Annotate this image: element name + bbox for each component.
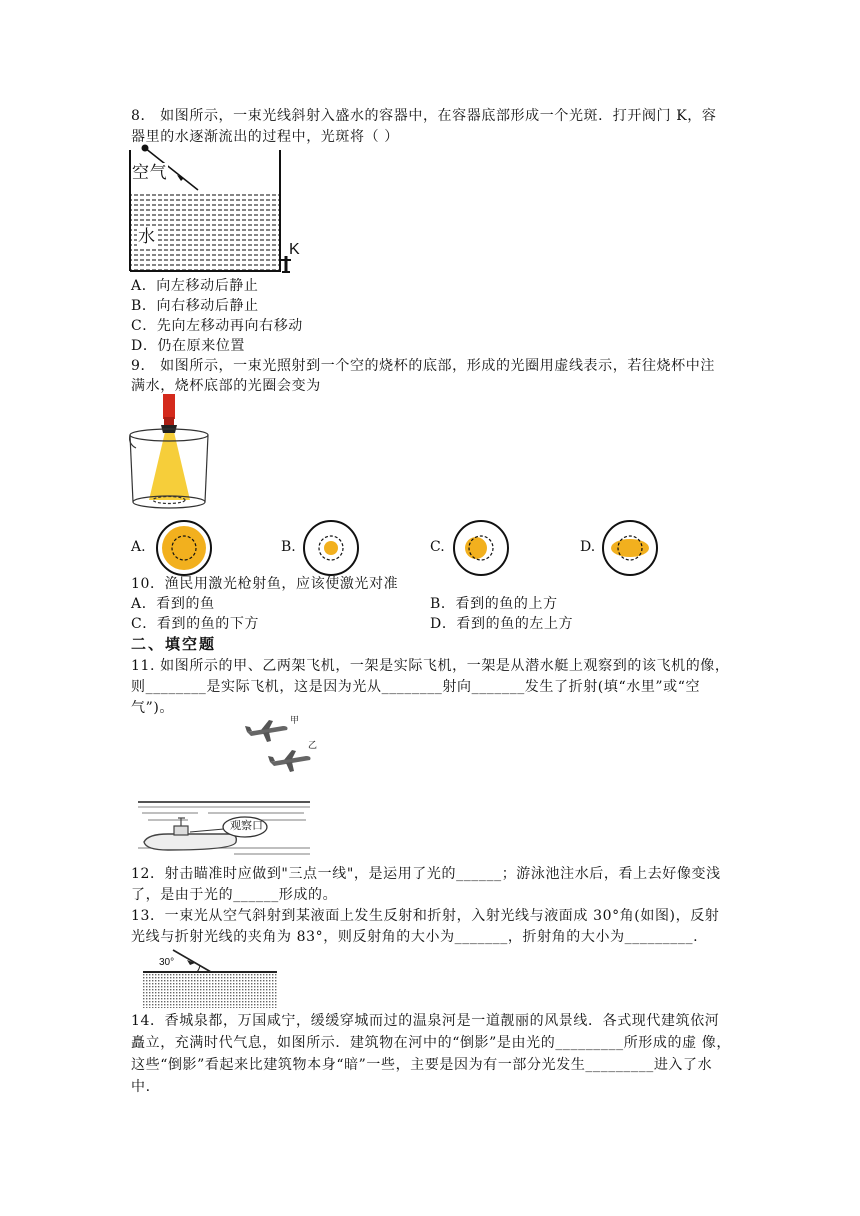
q9-beaker-figure [128, 392, 210, 514]
q10-option-d: D．看到的鱼的左上方 [430, 616, 574, 632]
q8-valve-label: K [289, 241, 301, 258]
q9-option-b-label: B. [281, 539, 296, 555]
q13-line2: 光线与折射光线的夹角为 83°，则反射角的大小为_______，折射角的大小为_________. [131, 929, 699, 945]
q8-option-b: B．向右移动后静止 [131, 298, 259, 314]
q14-line1: 14．香城泉都，万国咸宁，缓缓穿城而过的温泉河是一道靓丽的风景线．各式现代建筑依河 [131, 1013, 720, 1029]
q8-line2: 器里的水逐渐流出的过程中，光斑将（ ） [131, 129, 399, 145]
q10-option-b: B．看到的鱼的上方 [430, 596, 558, 612]
q10-option-c: C．看到的鱼的下方 [131, 616, 260, 632]
q9-option-c-figure [451, 518, 511, 578]
q8-option-a: A．向左移动后静止 [131, 278, 259, 294]
q10-line1: 10．渔民用激光枪射鱼，应该使激光对准 [131, 576, 399, 592]
q11-submarine-figure [138, 798, 310, 856]
q9-option-c-label: C. [430, 539, 445, 555]
q12-line2: 了，是由于光的______形成的。 [131, 887, 338, 903]
q9-option-a-label: A. [131, 539, 146, 555]
q14-line4: 中. [131, 1079, 151, 1095]
q13-angle-label: 30° [159, 957, 175, 968]
q8-line1: 8． 如图所示，一束光线斜射入盛水的容器中，在容器底部形成一个光斑．打开阀门 K，容 [131, 108, 717, 124]
q11-window-label: 观察口 [230, 819, 263, 832]
q9-option-b-figure [301, 518, 361, 578]
q11-line1: 11. 如图所示的甲、乙两架飞机，一架是实际飞机，一架是从潜水艇上观察到的该飞机的像， [131, 658, 730, 674]
q9-option-d-figure [600, 518, 660, 578]
q11-line3: 气”)。 [131, 700, 175, 716]
q11-line2: 则________是实际飞机，这是因为光从________射向_______发生了折射(填“水里”或“空 [131, 679, 701, 695]
q8-option-d: D．仍在原来位置 [131, 338, 246, 354]
q11-jia-label: 甲 [290, 716, 300, 726]
q9-line1: 9． 如图所示，一束光照射到一个空的烧杯的底部，形成的光圈用虚线表示，若往烧杯中注 [131, 358, 715, 374]
section-title: 二、填空题 [131, 635, 217, 653]
q8-option-c: C．先向左移动再向右移动 [131, 318, 303, 334]
q8-water-label: 水 [138, 227, 156, 247]
q14-line2: 矗立，充满时代气息，如图所示．建筑物在河中的“倒影”是由光的_________所形成的虚 像， [131, 1035, 731, 1051]
q10-option-a: A．看到的鱼 [131, 596, 215, 612]
q13-liquid-figure [143, 944, 279, 1010]
q8-air-label: 空气 [132, 163, 168, 183]
q11-yi-label: 乙 [308, 741, 318, 751]
q13-line1: 13．一束光从空气斜射到某液面上发生反射和折射，入射光线与液面成 30°角(如图)，反射 [131, 908, 720, 924]
q14-line3: 这些“倒影”看起来比建筑物本身“暗”一些，主要是因为有一部分光发生_________进入了水 [131, 1057, 713, 1073]
q9-option-a-figure [154, 518, 214, 578]
q11-plane-jia-icon [243, 718, 293, 744]
q11-plane-yi-icon [266, 748, 316, 774]
q9-line2: 满水，烧杯底部的光圈会变为 [131, 378, 321, 394]
q9-option-d-label: D. [580, 539, 596, 555]
q12-line1: 12．射击瞄准时应做到"三点一线"，是运用了光的______；游泳池注水后，看上去好像变浅 [131, 866, 721, 882]
